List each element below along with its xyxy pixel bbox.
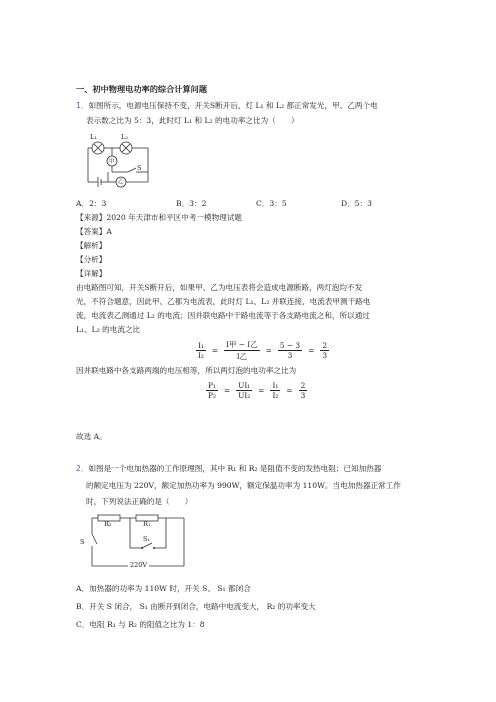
q2-label-r2: R₂ — [104, 520, 112, 528]
q1-detail-line: L₁、L₂ 的电流之比 — [76, 325, 141, 334]
q1-label-l1: L₁ — [90, 133, 97, 141]
q1-label-switch: S — [137, 164, 142, 172]
q2-stem-line2: 的额定电压为 220V，额定加热功率为 990W，额定保温功率为 110W。当电加热器正常工作 — [86, 481, 401, 490]
q2-stem-line3: 时，下列说法正确的是（ ） — [86, 497, 193, 506]
q2-option-a[interactable]: A．加热器的功率为 110W 时，开关 S、 S₁ 都闭合 — [76, 584, 251, 593]
q1-option-a[interactable]: A．2：3 — [76, 199, 107, 208]
q2-label-s: S — [80, 538, 85, 546]
q1-option-d[interactable]: D．5：3 — [341, 199, 372, 208]
q1-detail-line: 流，电流表乙测通过 L₂ 的电流；因并联电路中干路电流等于各支路电流之和，所以通过 — [76, 311, 370, 320]
q2-stem-line1: 2．如图是一个电加热器的工作原理图，其中 R₁ 和 R₂ 是阻值不变的发热电阻；已知加热器 — [76, 464, 382, 473]
q1-number: 1． — [76, 101, 89, 110]
q1-source: 【来源】2020 年天津市和平区中考一模物理试题 — [76, 213, 243, 222]
q1-label-meter-yi: 乙 — [118, 179, 124, 185]
q1-line-after-eq1: 因并联电路中各支路两端的电压相等，所以两灯泡的电功率之比为 — [76, 366, 297, 375]
q1-equation-current-ratio: $\frac{\text{I₁}}{\text{I₂}}$ = I甲 − I乙 I乙 = $\frac{5 - 3}{3}$ = $\frac{2}{3}$ — [198, 340, 328, 361]
q2-option-c[interactable]: C．电阻 R₁ 与 R₂ 的阻值之比为 1：8 — [76, 620, 205, 629]
q1-label-l2: L₂ — [121, 133, 128, 141]
q1-detail-line: 由电路图可知，开关S断开后，如果甲、乙为电压表将会造成电源断路，两灯泡均不发 — [76, 283, 363, 292]
q1-option-c[interactable]: C．3：5 — [256, 199, 287, 208]
q1-stem-line1: 1．如图所示，电源电压保持不变，开关S断开后，灯 L₁ 和 L₂ 都正常发光，甲、乙两个电 — [76, 101, 378, 110]
q2-option-b[interactable]: B．开关 S 闭合， S₁ 由断开到闭合，电路中电流变大， R₂ 的功率变大 — [76, 602, 316, 611]
q1-detail-tag: 【详解】 — [76, 269, 107, 278]
q2-number: 2． — [76, 464, 89, 473]
q1-fenxi-tag: 【分析】 — [76, 255, 107, 264]
q1-detail-line: 光，不符合题意，因此甲、乙都为电流表，此时灯 L₁、L₂ 并联连接，电流表甲测干路电 — [76, 297, 371, 306]
q2-label-r1: R₁ — [143, 520, 151, 528]
q1-conclusion: 故选 A。 — [76, 432, 107, 441]
section-title: 一、初中物理电功率的综合计算问题 — [76, 84, 208, 94]
q1-option-b[interactable]: B．3：2 — [176, 199, 207, 208]
q1-answer: 【答案】A — [76, 227, 112, 236]
q2-label-s1: S₁ — [143, 535, 151, 543]
q1-equation-power-ratio: $\frac{\text{P₁}}{\text{P₂}}$ = $\frac{\text{UI₁}}{\text{UI₂}}$ = $\frac{\text{I₁}}{\text{I₂}}$ = $\frac{2}{3}$ — [208, 381, 306, 400]
q1-label-meter-jia: 甲 — [109, 159, 115, 165]
q1-analysis-tag: 【解析】 — [76, 241, 107, 250]
q2-label-voltage: 220V — [130, 561, 148, 569]
q1-stem-line2: 表示数之比为 5：3，此时灯 L₁ 和 L₂ 的电功率之比为（ ） — [86, 116, 299, 125]
